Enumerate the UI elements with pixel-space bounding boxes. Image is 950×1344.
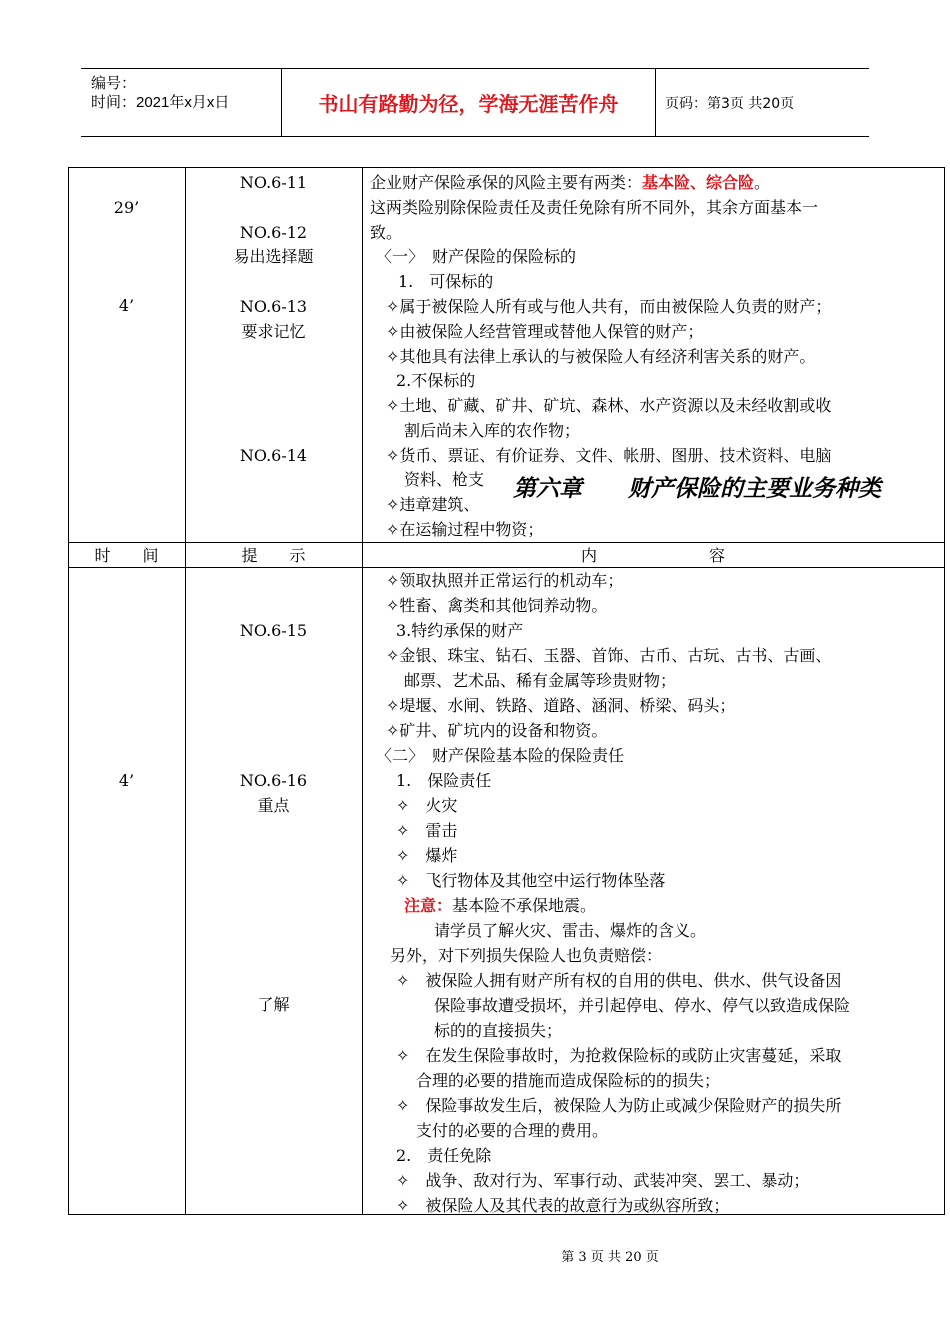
content-line: 另外，对下列损失保险人也负责赔偿：: [390, 946, 663, 965]
page-header: [81, 68, 869, 137]
content-line: ✧堤堰、水闸、铁路、道路、涵洞、桥梁、码头；: [386, 696, 736, 715]
column-header-content: 内 容: [580, 546, 725, 565]
id-label: 编号：: [91, 75, 137, 92]
header-page-info: 页码：第3页 共20页: [665, 95, 795, 112]
content-line: ✧由被保险人经营管理或替他人保管的财产；: [386, 322, 704, 341]
content-line: 2. 责任免除: [396, 1146, 492, 1165]
content-line: 1. 保险责任: [396, 771, 492, 790]
content-line: ✧ 火灾: [396, 796, 458, 815]
time-cell: 4’: [118, 296, 135, 315]
hint-cell: NO.6-16: [239, 771, 308, 790]
content-line: ✧在运输过程中物资；: [386, 520, 544, 539]
content-line: 1. 可保标的: [398, 272, 494, 291]
hint-cell: NO.6-14: [239, 446, 308, 465]
column-header-time: 时 间: [94, 546, 159, 565]
content-line: 这两类险别除保险责任及责任免除有所不同外，其余方面基本一: [370, 198, 819, 217]
content-line: ✧ 被保险人拥有财产所有权的自用的供电、供水、供气设备因: [396, 971, 842, 990]
content-line: ✧金银、珠宝、钻石、玉器、首饰、古币、古玩、古书、古画、: [386, 646, 832, 665]
content-line: ✧矿井、矿坑内的设备和物资。: [386, 721, 608, 740]
time-cell: 4’: [118, 771, 135, 790]
page-footer: [0, 1246, 950, 1265]
content-line: 〈二〉 财产保险基本险的保险责任: [376, 746, 625, 765]
time-label: 时间：2021年x月x日: [91, 94, 230, 111]
chapter-title-overlay: 第六章 财产保险的主要业务种类: [513, 476, 881, 502]
content-line: ✧货币、票证、有价证券、文件、帐册、图册、技术资料、电脑: [386, 446, 832, 465]
content-line: 请学员了解火灾、雷击、爆炸的含义。: [434, 921, 707, 940]
hint-cell: 要求记忆: [241, 322, 306, 341]
hint-cell: 重点: [257, 796, 290, 815]
note-label: 注意：: [404, 896, 453, 915]
content-line: 致。: [370, 223, 403, 242]
content-line: 保险事故遭受损坏，并引起停电、停水、停气以致造成保险: [434, 996, 851, 1015]
content-line: ✧ 战争、敌对行为、军事行动、武装冲突、罢工、暴动；: [396, 1171, 810, 1190]
hint-cell: 了解: [257, 995, 290, 1014]
hint-cell: NO.6-11: [239, 173, 308, 192]
content-line: 注意：基本险不承保地震。: [404, 896, 597, 915]
highlight-text: 基本险、综合险: [642, 173, 755, 192]
content-line: ✧其他具有法律上承认的与被保险人有经济利害关系的财产。: [386, 347, 816, 366]
content-line: ✧领取执照并正常运行的机动车；: [386, 571, 624, 590]
content-line: ✧ 被保险人及其代表的故意行为或纵容所致；: [396, 1196, 730, 1215]
content-line: ✧ 飞行物体及其他空中运行物体坠落: [396, 871, 666, 890]
content-line: ✧ 爆炸: [396, 846, 458, 865]
content-line: ✧牲畜、禽类和其他饲养动物。: [386, 596, 608, 615]
content-line: 割后尚未入库的农作物；: [404, 421, 581, 440]
hint-cell: 易出选择题: [233, 247, 314, 266]
content-line: 〈一〉 财产保险的保险标的: [376, 247, 577, 266]
hint-cell: NO.6-13: [239, 297, 308, 316]
header-meta: [81, 69, 282, 136]
column-header-hint: 提 示: [241, 546, 306, 565]
content-line: ✧ 在发生保险事故时，为抢救保险标的或防止灾害蔓延，采取: [396, 1046, 842, 1065]
content-line: 邮票、艺术品、稀有金属等珍贵财物；: [404, 671, 677, 690]
content-line: ✧土地、矿藏、矿井、矿坑、森林、水产资源以及未经收割或收: [386, 396, 832, 415]
content-line: ✧属于被保险人所有或与他人共有，而由被保险人负责的财产；: [386, 297, 832, 316]
content-line: 资料、枪支: [404, 470, 485, 489]
hint-cell: NO.6-12: [239, 223, 308, 242]
content-line: 3.特约承保的财产: [396, 621, 524, 640]
header-motto: 书山有路勤为径，学海无涯苦作舟: [282, 69, 656, 136]
content-line: ✧ 保险事故发生后，被保险人为防止或减少保险财产的损失所: [396, 1096, 842, 1115]
content-line: 企业财产保险承保的风险主要有两类：基本险、综合险。: [370, 173, 771, 192]
content-line: ✧ 雷击: [396, 821, 458, 840]
content-line: ✧违章建筑、: [386, 495, 480, 514]
content-line: 标的的直接损失；: [434, 1021, 563, 1040]
content-line: 2.不保标的: [396, 371, 476, 390]
footer-page-number: 第 3 页 共 20 页: [561, 1250, 659, 1265]
content-line: 支付的必要的合理的费用。: [416, 1121, 609, 1140]
time-cell: 29’: [113, 198, 140, 217]
content-line: 合理的必要的措施而造成保险标的的损失；: [416, 1071, 721, 1090]
hint-cell: NO.6-15: [239, 621, 308, 640]
